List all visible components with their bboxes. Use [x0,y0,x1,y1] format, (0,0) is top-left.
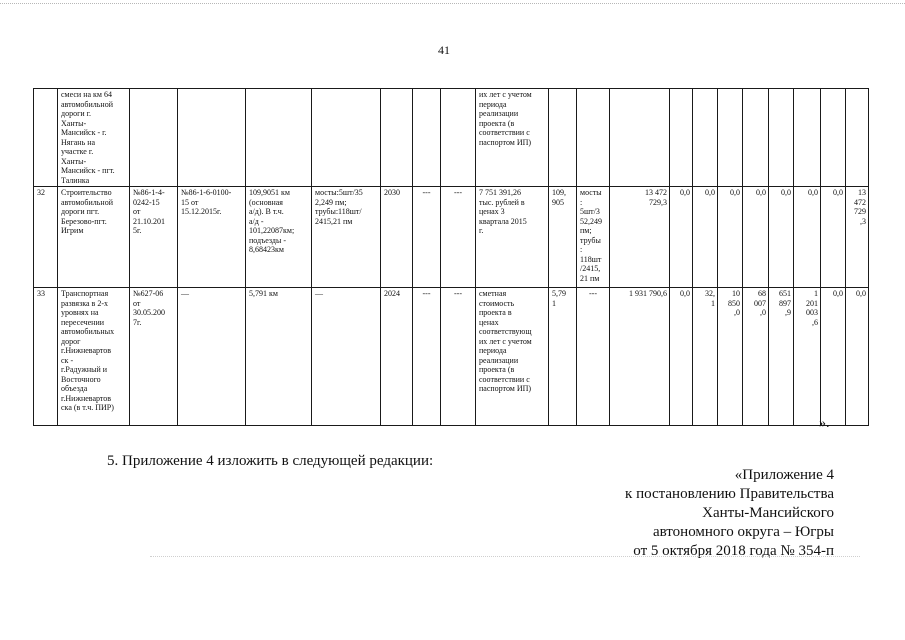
length-cell: 5,791 км [246,288,312,426]
amount-cell: 0,0 [821,288,846,426]
scan-artifact-line [0,3,905,4]
amount-cell: 10 850 ,0 [718,288,743,426]
capacity-cell: 109, 905 [549,187,577,288]
appendix-heading-line: Ханты-Мансийского [702,505,834,521]
amount-cell: 0,0 [718,187,743,288]
amount-cell: 651 897 ,9 [769,288,794,426]
amount-cell: 13 472 729 ,3 [846,187,869,288]
amount-cell: 1 201 003 ,6 [794,288,821,426]
amount-cell [846,89,869,187]
amount-cell: 32, 1 [693,288,718,426]
cost-description-cell: 7 751 391,26 тыс. рублей в ценах 3 квартала 2015 г. [476,187,549,288]
amount-cell [670,89,693,187]
amount-cell: 0,0 [693,187,718,288]
year-cell: 2024 [381,288,413,426]
total-amount-cell: 13 472 729,3 [610,187,670,288]
dash-cell: --- [413,288,441,426]
appendix-heading [625,466,834,561]
land-document-cell: — [178,288,246,426]
amount-cell [794,89,821,187]
amount-cell [743,89,769,187]
length-cell: 109,9051 км (основная а/д). В т.ч. а/д - 101,22087км; подъезды - 8,68423км [246,187,312,288]
dash-cell [441,89,476,187]
object-name-cell: смеси на км 64 автомобильной дороги г. Ханты- Мансийск - г. Нягань на участке г. Ханты- Мансийск - пгт. Талинка [58,89,130,187]
structures-summary-cell: --- [577,288,610,426]
amount-cell: 0,0 [670,288,693,426]
structures-summary-cell [577,89,610,187]
data-table [33,88,869,426]
permit-cell [130,89,178,187]
amount-cell: 68 007 ,0 [743,288,769,426]
object-name-cell: Транспортная развязка в 2-х уровнях на пересечении автомобильных дорог г.Нижневартов ск - г.Радужный и Восточного объезда г.Нижневартов ска (в т.ч. ПИР) [58,288,130,426]
capacity-cell [549,89,577,187]
structures-cell: — [312,288,381,426]
permit-cell: №86-1-4- 0242-15 от 21.10.201 5г. [130,187,178,288]
table-row [34,288,869,426]
amount-cell: 0,0 [769,187,794,288]
amount-cell [769,89,794,187]
year-cell [381,89,413,187]
page-number: 41 [438,43,450,57]
amount-cell: 0,0 [821,187,846,288]
structures-cell [312,89,381,187]
amount-cell: 0,0 [794,187,821,288]
cost-description-cell: их лет с учетом периода реализации проекта (в соответствии с паспортом ИП) [476,89,549,187]
structures-summary-cell: мосты : 5шт/3 52,249 пм; трубы : 118шт /2415, 21 пм [577,187,610,288]
amount-cell [718,89,743,187]
appendix-heading-line: автономного округа – Югры [652,524,834,540]
total-amount-cell: 1 931 790,6 [610,288,670,426]
table-row [34,187,869,288]
object-name-cell: Строительство автомобильной дороги пгт. Березово-пгт. Игрим [58,187,130,288]
row-number-cell: 32 [34,187,58,288]
dash-cell: --- [413,187,441,288]
table-row [34,89,869,187]
length-cell [246,89,312,187]
total-amount-cell [610,89,670,187]
amount-cell: 0,0 [846,288,869,426]
row-number-cell [34,89,58,187]
amount-cell: 0,0 [670,187,693,288]
appendix-heading-line: «Приложение 4 [734,467,834,483]
closing-quote: ». [819,416,830,431]
land-document-cell [178,89,246,187]
cost-description-cell: сметная стоимость проекта в ценах соответствующ их лет с учетом периода реализации проекта (в соответствии с паспортом ИП) [476,288,549,426]
permit-cell: №627-06 от 30.05.200 7г. [130,288,178,426]
amount-cell: 0,0 [743,187,769,288]
capacity-cell: 5,79 1 [549,288,577,426]
year-cell: 2030 [381,187,413,288]
structures-cell: мосты:5шт/35 2,249 пм; трубы:118шт/ 2415,21 пм [312,187,381,288]
amount-cell [821,89,846,187]
dash-cell: --- [441,288,476,426]
row-number-cell: 33 [34,288,58,426]
amount-cell [693,89,718,187]
dash-cell [413,89,441,187]
appendix-heading-line: к постановлению Правительства [625,486,834,502]
amendment-paragraph: 5. Приложение 4 изложить в следующей редакции: [107,453,434,469]
land-document-cell: №86-1-6-0100- 15 от 15.12.2015г. [178,187,246,288]
appendix-heading-line: от 5 октября 2018 года № 354-п [633,543,834,559]
scan-artifact-line [150,556,860,557]
dash-cell: --- [441,187,476,288]
